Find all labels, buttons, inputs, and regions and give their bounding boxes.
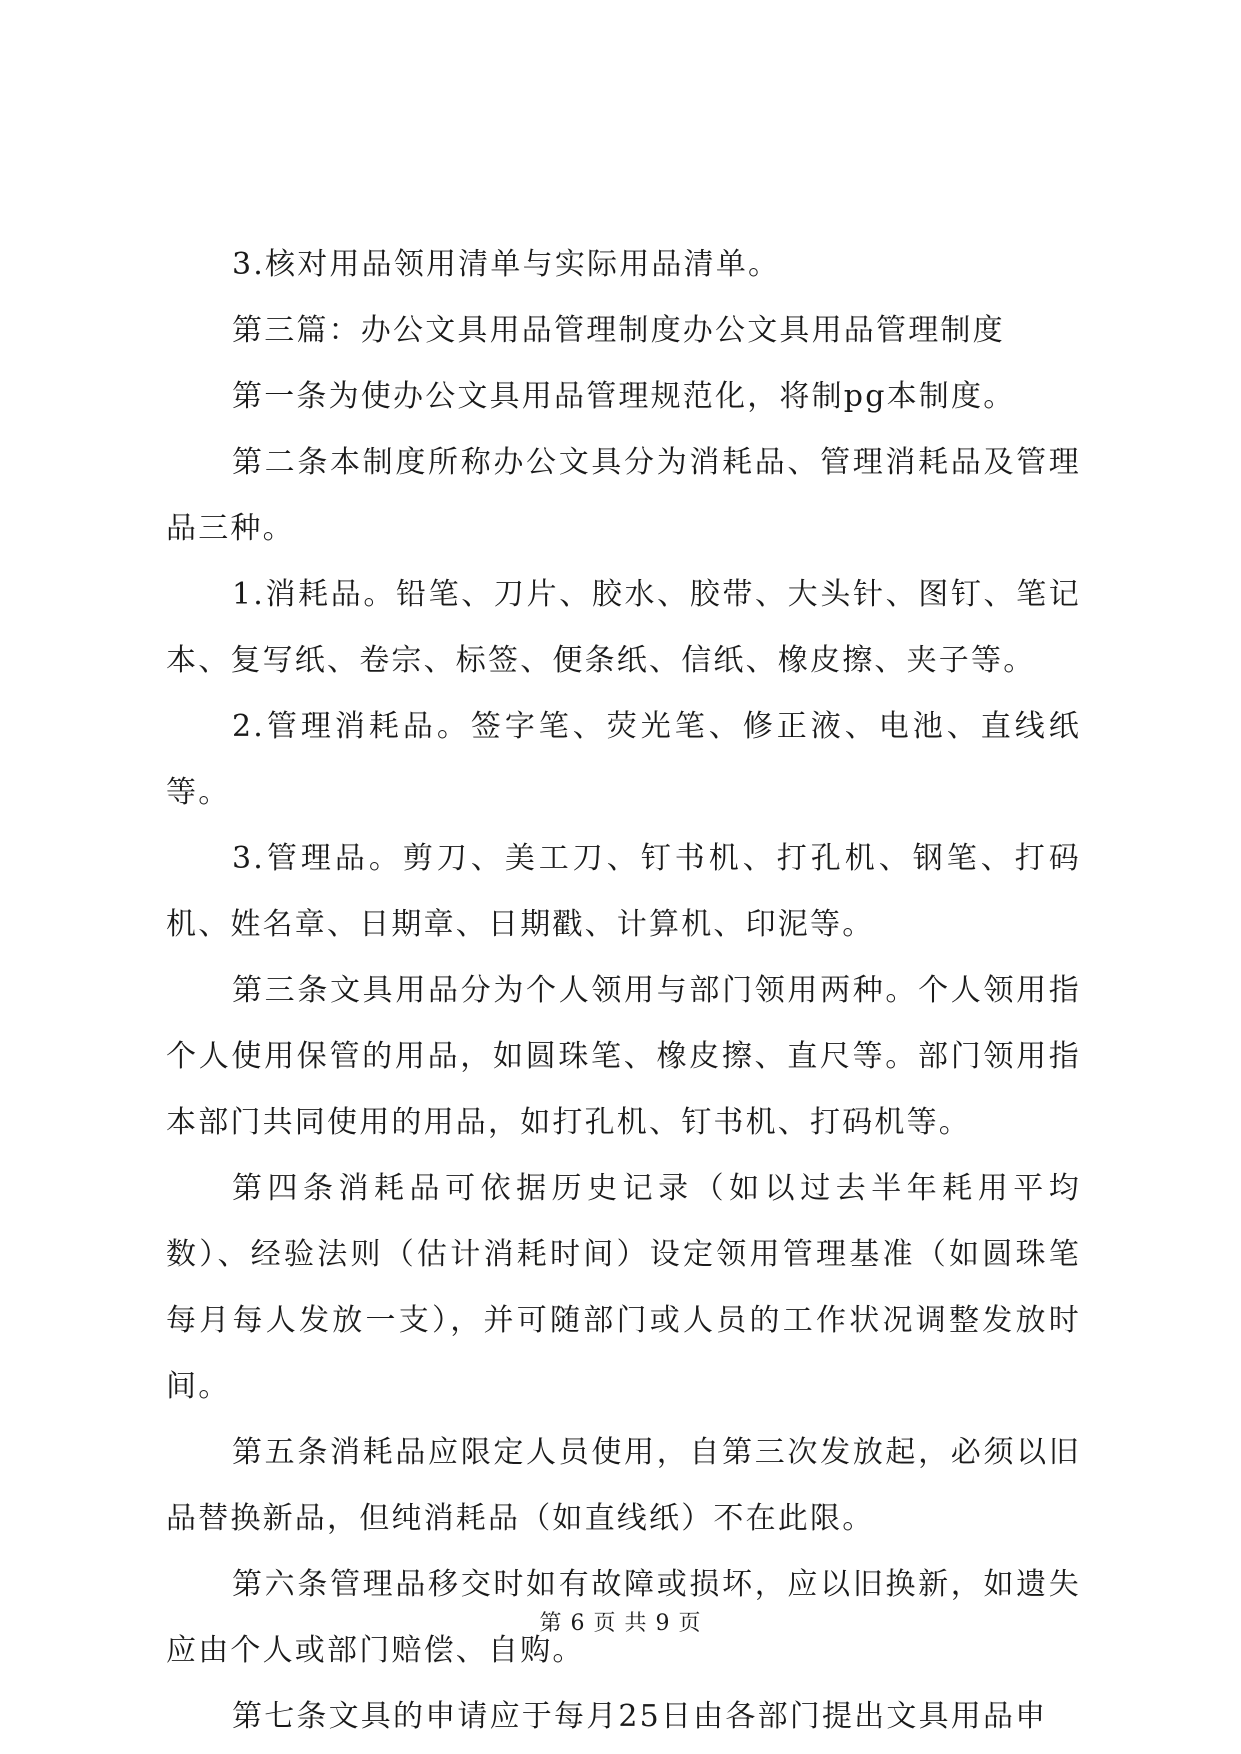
page-number-footer: 第 6 页 共 9 页 [539, 1611, 702, 1636]
paragraph-9: 第四条消耗品可依据历史记录（如以过去半年耗用平均数）、经验法则（估计消耗时间）设定领用管理基准（如圆珠笔每月每人发放一支），并可随部门或人员的工作状况调整发放时间。 [166, 1171, 1081, 1404]
document-body [166, 232, 1081, 1750]
paragraph-5: 1.消耗品。铅笔、刀片、胶水、胶带、大头针、图钉、笔记本、复写纸、卷宗、标签、便条纸、信纸、橡皮擦、夹子等。 [166, 577, 1081, 678]
paragraph-4: 第二条本制度所称办公文具分为消耗品、管理消耗品及管理品三种。 [166, 445, 1081, 546]
paragraph-3: 第一条为使办公文具用品管理规范化，将制pg本制度。 [232, 379, 1016, 414]
paragraph-11: 第六条管理品移交时如有故障或损坏，应以旧换新，如遗失应由个人或部门赔偿、自购。 [166, 1567, 1081, 1668]
paragraph-8: 第三条文具用品分为个人领用与部门领用两种。个人领用指个人使用保管的用品，如圆珠笔、橡皮擦、直尺等。部门领用指本部门共同使用的用品，如打孔机、钉书机、打码机等。 [166, 973, 1081, 1140]
paragraph-1: 3.核对用品领用清单与实际用品清单。 [232, 247, 781, 282]
paragraph-7: 3.管理品。剪刀、美工刀、钉书机、打孔机、钢笔、打码机、姓名章、日期章、日期戳、计算机、印泥等。 [166, 841, 1081, 942]
paragraph-6: 2.管理消耗品。签字笔、荧光笔、修正液、电池、直线纸等。 [166, 709, 1081, 810]
paragraph-10: 第五条消耗品应限定人员使用，自第三次发放起，必须以旧品替换新品，但纯消耗品（如直线纸）不在此限。 [166, 1435, 1081, 1536]
paragraph-12: 第七条文具的申请应于每月25日由各部门提出文具用品申 [232, 1699, 1048, 1734]
paragraph-2-section-title: 第三篇：办公文具用品管理制度办公文具用品管理制度 [232, 313, 1005, 348]
